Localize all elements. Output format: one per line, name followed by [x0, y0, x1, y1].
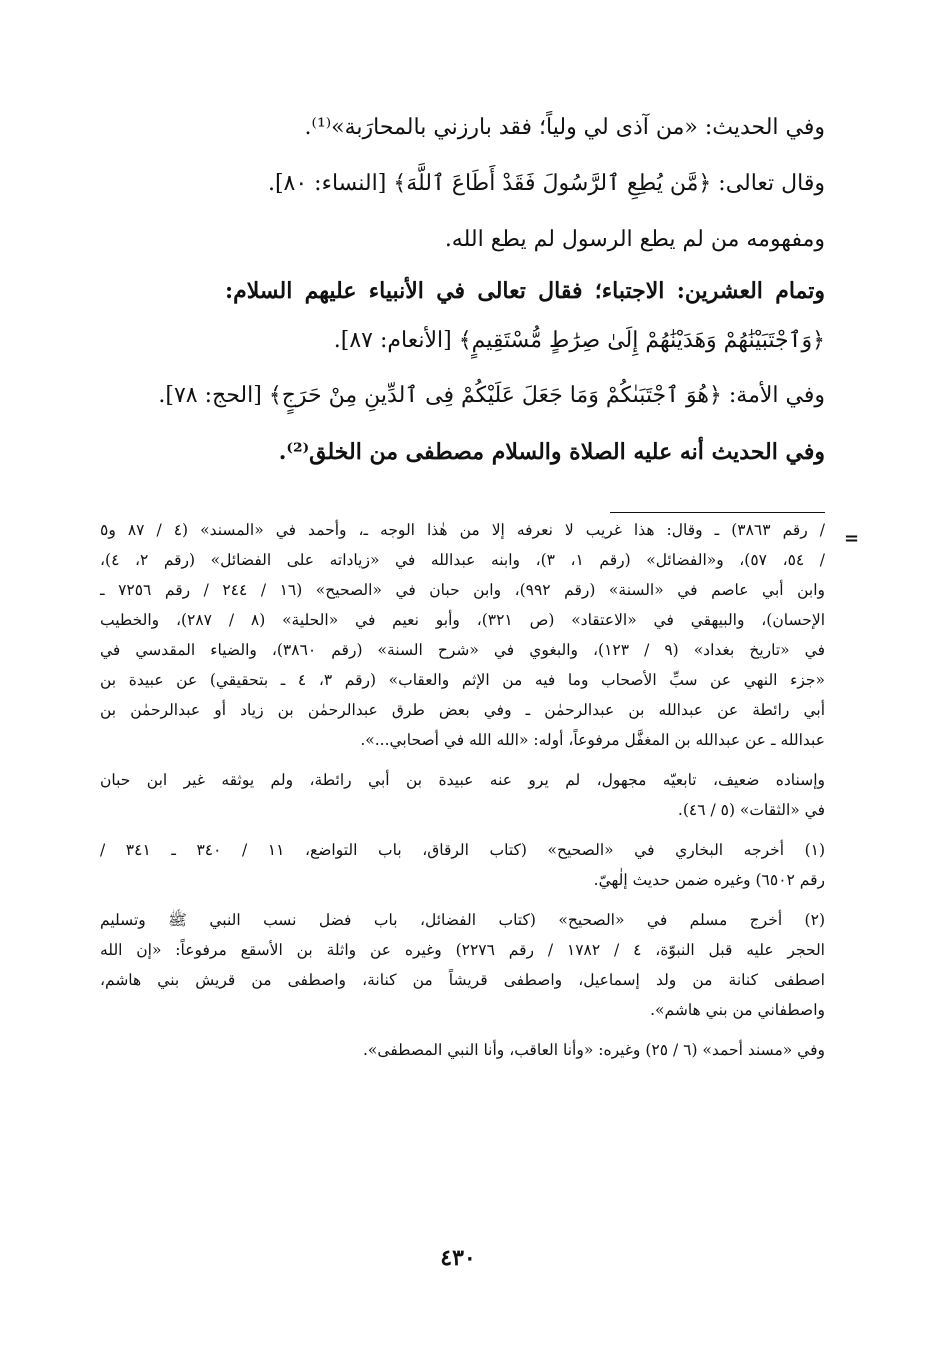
main-line-1: وفي الحديث: «من آذى لي ولياً؛ فقد بارزني بالمحارَبة»⁽¹⁾.: [304, 115, 825, 140]
footnote-line-16: واصطفاني من بني هاشم».: [650, 1001, 825, 1019]
footnote-line-1: / رقم ٣٨٦٣) ـ وقال: هذا غريب لا نعرفه إلا من هٰذا الوجه ـ، وأحمد في «المسند» (٤ / ٨٧ و٥: [100, 521, 825, 539]
footnote-line-2: / ٥٤، ٥٧)، و«الفضائل» (رقم ١، ٣)، وابنه عبدالله في «زياداته على الفضائل» (رقم ٢، ٤)،: [100, 551, 826, 569]
main-line-5: ﴿وَٱجْتَبَيْنَٰهُمْ وَهَدَيْنَٰهُمْ إِلَىٰ صِرَٰطٍ مُّسْتَقِيمٍ﴾ [الأنعام: ٨٧].: [333, 328, 825, 353]
footnote-line-4: الإحسان)، والبيهقي في «الاعتقاد» (ص ٣٢١)، وأبو نعيم في «الحلية» (٨ / ٢٨٧)، والخطيب: [100, 611, 825, 629]
footnote-line-8: عبدالله ـ عن عبدالله بن المغفَّل مرفوعاً، أوله: «الله الله في أصحابي...».: [360, 731, 825, 749]
footnote-separator: [610, 512, 825, 513]
main-text: [158, 100, 825, 480]
footnotes: [100, 515, 825, 1065]
main-line-3: ومفهومه من لم يطع الرسول لم يطع الله.: [444, 227, 825, 252]
footnote-line-13: (٢) أخرج مسلم في «الصحيح» (كتاب الفضائل، باب فضل نسب النبي ﷺ وتسليم: [100, 911, 825, 929]
footnote-line-12: رقم ٦٥٠٢) وغيره ضمن حديث إلٰهيّ.: [593, 871, 825, 889]
footnote-line-10: في «الثقات» (٥ / ٤٦).: [677, 801, 825, 819]
footnote-line-6: «جزء النهي عن سبِّ الأصحاب وما فيه من الإثم والعقاب» (رقم ٣، ٤ ـ بتحقيقي) عن عبيدة بن: [100, 671, 825, 689]
footnote-line-14: الحجر عليه قبل النبوّة، ٤ / ١٧٨٢ / رقم ٢٢٧٦) وغيره عن واثلة بن الأسقع مرفوعاً: «إن الله: [100, 941, 825, 959]
main-line-4: وتمام العشرين: الاجتباء؛ فقال تعالى في الأنبياء عليهم السلام:: [225, 278, 825, 304]
main-line-6: وفي الأمة: ﴿هُوَ ٱجْتَبَىٰكُمْ وَمَا جَعَلَ عَلَيْكُمْ فِى ٱلدِّينِ مِنْ حَرَجٍ﴾ [الحج: ٧٨].: [158, 383, 825, 408]
footnote-line-3: وابن أبي عاصم في «السنة» (رقم ٩٩٢)، وابن حبان في «الصحيح» (١٦ / ٢٤٤ / رقم ٧٢٥٦ ـ: [100, 581, 825, 599]
page-number: ٤٣٠: [440, 1245, 476, 1271]
footnote-line-9: وإسناده ضعيف، تابعيّه مجهول، لم يرو عنه عبيدة بن أبي رائطة، ولم يوثقه غير ابن حبان: [100, 771, 825, 789]
footnote-line-5: في «تاريخ بغداد» (٩ / ١٢٣)، والبغوي في «شرح السنة» (رقم ٣٨٦٠)، والضياء المقدسي في: [100, 641, 825, 659]
footnote-line-11: (١) أخرجه البخاري في «الصحيح» (كتاب الرقاق، باب التواضع، ١١ / ٣٤٠ ـ ٣٤١ /: [100, 841, 826, 859]
footnote-line-15: اصطفى كنانة من ولد إسماعيل، واصطفى قريشاً من كنانة، واصطفى من قريش بني هاشم،: [100, 971, 825, 989]
main-line-7: وفي الحديث أنه عليه الصلاة والسلام مصطفى من الخلق⁽²⁾.: [278, 439, 825, 465]
main-line-2: وقال تعالى: ﴿مَّن يُطِعِ ٱلرَّسُولَ فَقَدْ أَطَاعَ ٱللَّهَ﴾ [النساء: ٨٠].: [267, 171, 825, 196]
footnote-line-17: وفي «مسند أحمد» (٦ / ٢٥) وغيره: «وأنا العاقب، وأنا النبي المصطفى».: [362, 1041, 825, 1059]
continuation-mark: =: [844, 528, 860, 549]
footnote-line-7: أبي رائطة عن عبدالله بن عبدالرحمٰن ـ وفي بعض طرق عبدالرحمٰن بن زياد أو عبدالرحمٰن بن: [100, 701, 825, 719]
